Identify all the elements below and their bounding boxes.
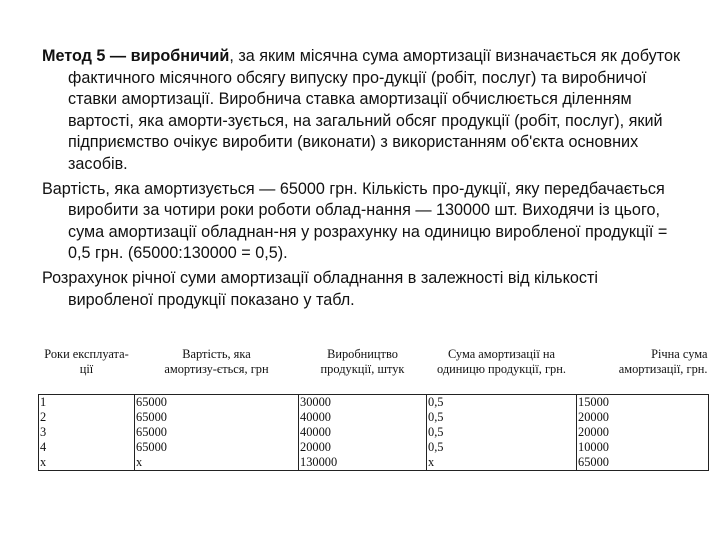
cost-column [135,395,299,471]
header-unit-line2: одиницю продукції, грн. [437,362,566,376]
cell: 130000 [300,455,338,469]
header-years-line2: ції [79,362,94,376]
cell: 0,5 [428,410,444,424]
cell: 0,5 [428,425,444,439]
cell: 0,5 [428,395,444,409]
paragraph-table-intro: Розрахунок річної суми амортизації обладнання в залежності від кількості виробленої продукції показано у табл. [42,268,598,309]
cell: 2 [40,410,47,424]
cell: 65000 [136,410,167,424]
header-cost-line1: Вартість, яка [182,347,251,361]
cell: 0,5 [428,440,444,454]
header-cost [135,347,299,395]
cell: 20000 [578,425,609,439]
cell: 65000 [136,395,167,409]
method-title: Метод 5 — виробничий [42,47,230,65]
cell: х [428,455,435,469]
paragraph-example: Вартість, яка амортизується — 65000 грн. Кількість про-дукції, яку передбачається виробити за чотири роки роботи облад-нання — 130000 шт. Виходячи із цього, сума амортизації обладнан-ня у розрахунку на одиницю виробленої продукції = 0,5 грн. (65000:130000 = 0,5). [42,179,668,263]
cell: 40000 [300,410,331,424]
header-years [39,347,135,395]
cell: 15000 [578,395,609,409]
header-annual-line2: амортизації, грн. [618,362,708,376]
cell: 30000 [300,395,331,409]
cell: 4 [40,440,47,454]
header-cost-line2: амортизу-ється, грн [164,362,269,376]
cell: 3 [40,425,47,439]
table-header-row [39,347,709,395]
cell: 20000 [300,440,331,454]
cell: х [136,455,143,469]
header-annual-line1: Річна сума [651,347,708,361]
header-production-line1: Виробництво [327,347,398,361]
depreciation-table [38,347,708,471]
cell: х [40,455,47,469]
cell: 40000 [300,425,331,439]
table-body-row [39,395,709,471]
method-description: , за яким місячна сума амортизації визначається як добуток фактичного місячного обсягу випуску про-дукції (робіт, послуг) та виробничої ставки амортизації. Виробнича ставка амортизації обчислюється діленням вартості, яка аморти-зується, на загальний обсяг продукції (робіт, послуг), який підприємство очікує виробити (виконати) з використанням об'єкта основних засобів. [68,47,681,173]
paragraph-method [42,46,682,176]
years-column [39,395,135,471]
header-production-line2: продукції, штук [320,362,405,376]
header-years-line1: Роки експлуата- [44,347,129,361]
header-production [299,347,427,395]
header-unit-depreciation [427,347,577,395]
production-column [299,395,427,471]
cell: 65000 [136,425,167,439]
unit-depreciation-column [427,395,577,471]
text-block [42,46,682,314]
cell: 65000 [136,440,167,454]
header-unit-line1: Сума амортизації на [447,347,556,361]
header-annual-depreciation [577,347,709,395]
cell: 10000 [578,440,609,454]
cell: 1 [40,395,47,409]
annual-depreciation-column [577,395,709,471]
cell: 20000 [578,410,609,424]
cell: 65000 [578,455,609,469]
